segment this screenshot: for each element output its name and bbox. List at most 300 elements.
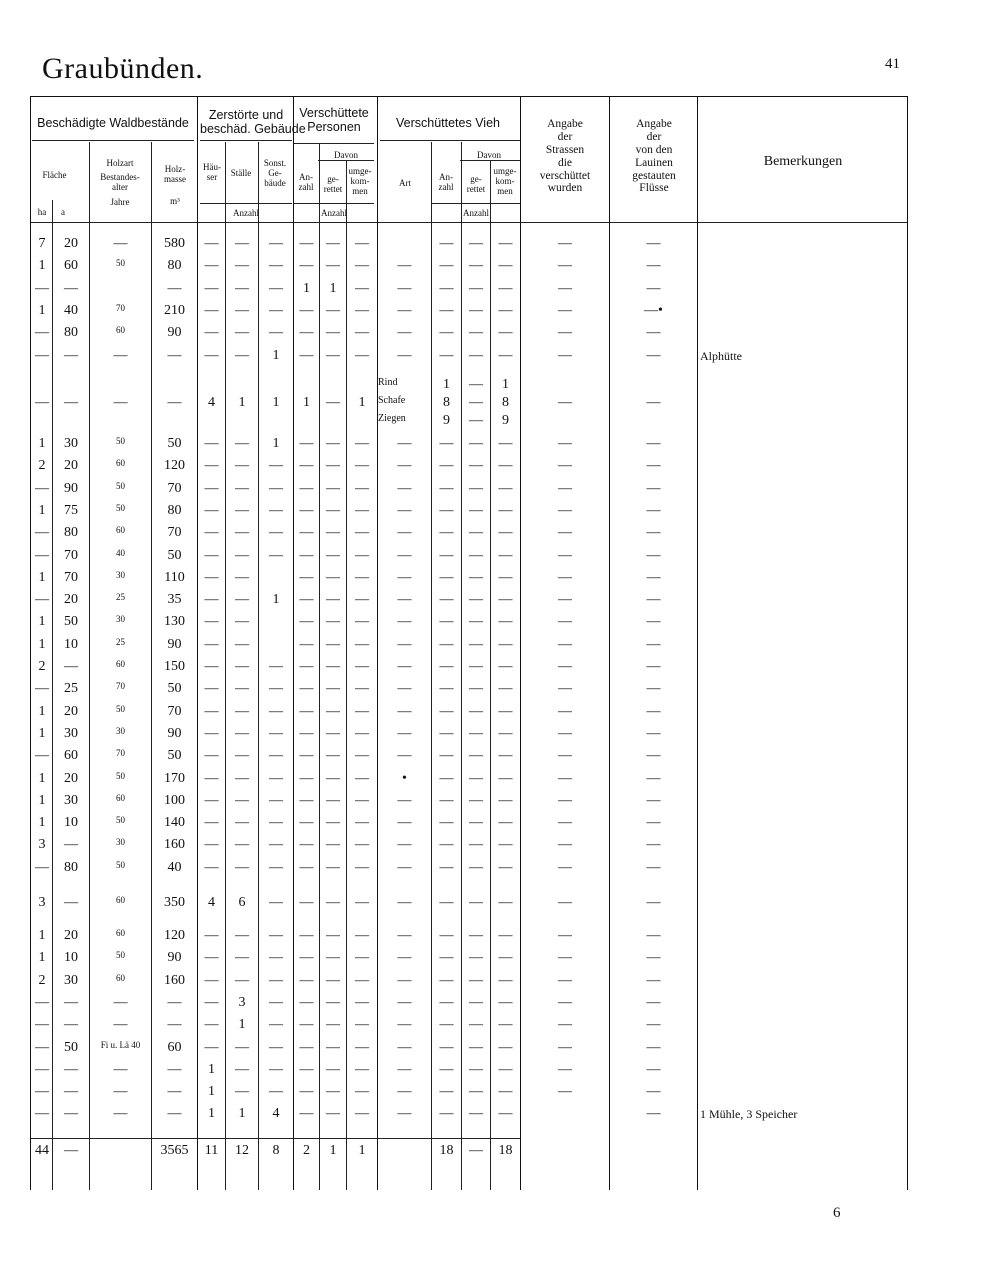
table-cell: — xyxy=(204,458,219,474)
page-title: Graubünden. xyxy=(42,52,204,85)
table-cell: — xyxy=(326,525,340,541)
table-cell: — xyxy=(326,592,340,608)
table-cell: — xyxy=(498,950,513,966)
table-cell: — xyxy=(397,1039,412,1055)
table-cell: — xyxy=(204,725,219,741)
table-cell: — xyxy=(558,395,572,410)
table-cell: — xyxy=(204,770,219,786)
table-cell: — xyxy=(269,950,283,966)
table-cell: — xyxy=(646,895,661,910)
header-art: Art xyxy=(399,178,411,188)
table-cell: — xyxy=(439,895,454,910)
rule-pers-sub xyxy=(294,143,374,144)
table-cell: — xyxy=(439,837,454,853)
table-cell: — xyxy=(326,837,340,853)
livestock-cell: Ziegen xyxy=(378,413,406,424)
table-cell: — xyxy=(439,614,454,630)
table-cell: 1 xyxy=(38,950,46,966)
table-cell: — xyxy=(355,725,369,741)
table-cell: — xyxy=(235,815,249,831)
table-cell: — xyxy=(558,815,572,831)
table-cell: — xyxy=(439,547,454,563)
table-cell: — xyxy=(235,636,249,652)
table-cell: — xyxy=(167,1106,182,1122)
table-cell: — xyxy=(469,592,483,608)
table-cell: — xyxy=(558,1017,572,1033)
table-cell: — xyxy=(498,681,513,697)
header-staelle: Ställe xyxy=(230,168,252,178)
table-cell: — xyxy=(326,569,340,585)
table-cell: — xyxy=(646,725,661,741)
table-cell: 20 xyxy=(64,458,78,474)
table-cell: — xyxy=(397,569,412,585)
table-cell: — xyxy=(498,569,513,585)
table-cell: — xyxy=(498,837,513,853)
table-cell: — xyxy=(235,258,249,274)
table-cell: — xyxy=(269,837,283,853)
table-cell: — xyxy=(498,436,513,451)
livestock-cell: 9 xyxy=(443,413,450,428)
table-cell: • xyxy=(402,770,407,786)
table-cell: — xyxy=(326,725,340,741)
table-cell: — xyxy=(355,837,369,853)
table-cell: — xyxy=(235,236,249,251)
table-cell: 90 xyxy=(167,325,182,341)
table-cell: — xyxy=(269,725,283,741)
table-cell: — xyxy=(299,703,314,719)
table-cell: — xyxy=(299,748,314,764)
table-cell: — xyxy=(35,1017,49,1033)
table-cell: — xyxy=(326,614,340,630)
table-cell: — xyxy=(35,395,49,410)
table-cell: — xyxy=(646,994,661,1010)
header-holzmasse: Holz- masse xyxy=(164,164,186,185)
table-cell: — xyxy=(558,1039,572,1055)
table-cell: — xyxy=(64,1084,78,1100)
table-cell: 7 xyxy=(38,236,46,251)
table-cell: — xyxy=(204,302,219,318)
header-anzahl3: Anzahl xyxy=(463,208,489,218)
table-cell: 60 xyxy=(116,458,125,469)
table-cell: — xyxy=(269,748,283,764)
table-cell: — xyxy=(397,436,412,451)
table-cell: 90 xyxy=(64,480,78,496)
table-cell: — xyxy=(204,1017,219,1033)
table-cell: — xyxy=(269,1039,283,1055)
table-cell: — xyxy=(469,236,483,251)
table-cell: — xyxy=(204,994,219,1010)
table-cell: — xyxy=(439,236,454,251)
table-cell: — xyxy=(35,681,49,697)
table-cell: — xyxy=(558,1084,572,1100)
table-cell: — xyxy=(235,703,249,719)
table-cell: — xyxy=(498,972,513,988)
table-cell: — xyxy=(355,636,369,652)
table-cell: — xyxy=(469,815,483,831)
table-cell: — xyxy=(646,236,661,251)
table-cell: — xyxy=(167,280,182,296)
header-v-umgekommen: umge- kom- men xyxy=(493,166,517,197)
table-cell: 1 xyxy=(303,280,310,296)
table-cell: 160 xyxy=(164,837,185,853)
table-cell: — xyxy=(498,325,513,341)
table-cell: 1 xyxy=(38,636,46,652)
table-cell: — xyxy=(558,928,572,943)
table-cell: — xyxy=(397,1061,412,1077)
table-cell: 50 xyxy=(116,703,125,714)
table-cell: — xyxy=(498,480,513,496)
table-cell: — xyxy=(326,636,340,652)
table-cell: — xyxy=(299,436,314,451)
table-cell: — xyxy=(498,236,513,251)
table-cell: — xyxy=(326,1039,340,1055)
table-cell: 4 xyxy=(272,1106,280,1122)
table-cell: 35 xyxy=(167,592,182,608)
table-cell: — xyxy=(235,614,249,630)
table-cell: — xyxy=(204,815,219,831)
table-cell: — xyxy=(299,1039,314,1055)
table-cell: — xyxy=(646,770,661,786)
table-cell: 20 xyxy=(64,703,78,719)
table-cell: — xyxy=(204,236,219,251)
table-cell: — xyxy=(439,1106,454,1122)
table-cell: — xyxy=(64,1017,78,1033)
table-cell: — xyxy=(469,659,483,674)
table-cell: — xyxy=(204,480,219,496)
table-cell: — xyxy=(235,569,249,585)
table-cell: — xyxy=(646,258,661,274)
table-cell: — xyxy=(167,1017,182,1033)
table-cell: — xyxy=(235,1061,249,1077)
table-cell: — xyxy=(439,681,454,697)
table-cell: — xyxy=(469,703,483,719)
table-cell: 50 xyxy=(116,502,125,513)
table-cell: 50 xyxy=(116,950,125,961)
table-cell: — xyxy=(355,895,369,910)
table-cell: — xyxy=(558,950,572,966)
table-cell: — xyxy=(397,547,412,563)
table-cell: — xyxy=(235,972,249,988)
table-cell: — xyxy=(469,280,483,296)
table-cell: — xyxy=(299,614,314,630)
table-cell: — xyxy=(469,614,483,630)
table-cell: — xyxy=(269,1084,283,1100)
table-cell: — xyxy=(439,280,454,296)
table-cell: — xyxy=(326,395,340,410)
table-cell: — xyxy=(326,770,340,786)
table-cell: 44 xyxy=(35,1143,49,1158)
rule-wald-sub xyxy=(32,140,194,141)
table-cell: — xyxy=(299,895,314,910)
header-fluesse: Angabe der von den Lauinen gestauten Flüsse xyxy=(632,118,676,195)
table-cell: — xyxy=(498,280,513,296)
table-cell: — xyxy=(326,1106,340,1122)
table-cell: — xyxy=(355,659,369,674)
table-cell: — xyxy=(439,347,454,363)
table-cell: — xyxy=(439,725,454,741)
table-cell: 1 xyxy=(38,725,46,741)
table-cell: — xyxy=(326,325,340,341)
table-cell: — xyxy=(355,770,369,786)
table-cell: — xyxy=(469,502,483,518)
table-cell: 160 xyxy=(164,972,185,988)
border-left xyxy=(30,96,31,1190)
table-cell: 580 xyxy=(164,236,185,251)
table-cell: — xyxy=(646,347,661,363)
table-cell: — xyxy=(498,1084,513,1100)
table-cell: — xyxy=(397,258,412,274)
table-cell: — xyxy=(397,748,412,764)
livestock-cell: — xyxy=(469,395,483,410)
header-haeuser: Häu- ser xyxy=(203,162,221,183)
table-cell: — xyxy=(439,525,454,541)
table-cell: — xyxy=(355,950,369,966)
table-cell: — xyxy=(204,280,219,296)
table-cell: — xyxy=(269,302,283,318)
table-cell: — xyxy=(558,859,572,875)
table-cell: — xyxy=(469,748,483,764)
table-cell: 60 xyxy=(64,258,78,274)
rule-total xyxy=(30,1138,520,1139)
table-cell: 90 xyxy=(167,636,182,652)
table-cell: — xyxy=(397,859,412,875)
table-cell: — xyxy=(355,748,369,764)
table-cell: — xyxy=(35,525,49,541)
table-cell: — xyxy=(646,748,661,764)
table-cell: — xyxy=(397,1017,412,1033)
table-cell: — xyxy=(469,950,483,966)
table-cell: — xyxy=(498,258,513,274)
table-cell: — xyxy=(326,458,340,474)
table-cell: — xyxy=(269,659,283,674)
table-cell: — xyxy=(498,1039,513,1055)
table-cell: — xyxy=(204,592,219,608)
table-cell: — xyxy=(235,928,249,943)
table-cell: 50 xyxy=(167,681,182,697)
table-cell: — xyxy=(355,815,369,831)
table-cell: — xyxy=(326,950,340,966)
table-cell: — xyxy=(204,703,219,719)
table-cell: — xyxy=(355,1039,369,1055)
table-cell: — xyxy=(326,347,340,363)
table-cell: — xyxy=(269,258,283,274)
table-cell: — xyxy=(235,792,249,808)
table-cell: 25 xyxy=(116,636,125,647)
table-cell: — xyxy=(469,347,483,363)
table-cell: — xyxy=(204,258,219,274)
table-cell: — xyxy=(299,636,314,652)
table-cell: 60 xyxy=(116,792,125,803)
table-cell: — xyxy=(299,770,314,786)
table-cell: — xyxy=(326,928,340,943)
table-cell: — xyxy=(355,859,369,875)
table-cell: — xyxy=(439,972,454,988)
table-cell: — xyxy=(558,547,572,563)
table-cell: — xyxy=(469,725,483,741)
table-cell: 3 xyxy=(38,895,46,910)
table-cell: — xyxy=(35,859,49,875)
table-cell: — xyxy=(299,928,314,943)
table-cell: 1 xyxy=(38,258,46,274)
table-cell: 70 xyxy=(167,703,182,719)
table-cell: — xyxy=(269,994,283,1010)
table-cell: — xyxy=(326,236,340,251)
table-cell: — xyxy=(469,895,483,910)
table-cell: — xyxy=(355,236,369,251)
table-cell: — xyxy=(64,280,78,296)
table-cell: — xyxy=(439,302,454,318)
table-cell: — xyxy=(269,859,283,875)
table-cell: — xyxy=(167,395,182,410)
table-cell: — xyxy=(558,636,572,652)
table-cell: — xyxy=(299,569,314,585)
table-cell: — xyxy=(204,325,219,341)
table-cell: — xyxy=(469,636,483,652)
table-cell: — xyxy=(646,592,661,608)
table-cell: 8 xyxy=(272,1143,280,1158)
table-cell: — xyxy=(64,994,78,1010)
table-cell: — xyxy=(397,347,412,363)
table-cell: — xyxy=(204,636,219,652)
table-cell: — xyxy=(269,525,283,541)
table-cell: — xyxy=(326,994,340,1010)
table-cell: 60 xyxy=(116,325,125,336)
table-cell: — xyxy=(235,1084,249,1100)
table-cell: — xyxy=(167,1061,182,1077)
table-cell: — xyxy=(558,681,572,697)
table-cell: — xyxy=(299,347,314,363)
table-cell: — xyxy=(355,480,369,496)
header-wald: Beschädigte Waldbestände xyxy=(37,116,189,130)
table-cell: — xyxy=(299,1106,314,1122)
table-cell: 50 xyxy=(64,1039,78,1055)
table-cell: — xyxy=(558,792,572,808)
table-cell: — xyxy=(355,928,369,943)
table-cell: 90 xyxy=(167,725,182,741)
table-cell: 1 xyxy=(38,770,46,786)
table-cell: — xyxy=(558,703,572,719)
table-cell: — xyxy=(397,525,412,541)
table-cell: — xyxy=(204,525,219,541)
table-cell: — xyxy=(498,815,513,831)
table-cell: — xyxy=(646,1084,661,1100)
table-cell: — xyxy=(646,859,661,875)
table-cell: 6 xyxy=(238,895,246,910)
table-cell: — xyxy=(558,972,572,988)
table-cell: 50 xyxy=(116,770,125,781)
table-cell: — xyxy=(299,302,314,318)
table-cell: 130 xyxy=(164,614,185,630)
table-cell: — xyxy=(299,1017,314,1033)
table-cell: — xyxy=(269,480,283,496)
table-cell: — xyxy=(439,258,454,274)
table-cell: — xyxy=(269,928,283,943)
table-cell: — xyxy=(397,972,412,988)
table-cell: — xyxy=(646,614,661,630)
table-cell: — xyxy=(469,547,483,563)
table-cell: — xyxy=(469,480,483,496)
table-cell: — xyxy=(558,614,572,630)
table-cell: — xyxy=(167,347,182,363)
table-cell: — xyxy=(235,480,249,496)
table-cell: 170 xyxy=(164,770,185,786)
table-cell: 1 xyxy=(38,614,46,630)
table-cell: 60 xyxy=(116,895,125,905)
table-cell: — xyxy=(235,436,249,451)
table-cell: 1 xyxy=(38,569,46,585)
table-cell: — xyxy=(355,458,369,474)
table-cell: 1 xyxy=(38,928,46,943)
table-cell: — xyxy=(498,859,513,875)
table-cell: 30 xyxy=(64,792,78,808)
table-cell: Fi u. Lä 40 xyxy=(100,1039,141,1050)
rule-geb-anzahl xyxy=(200,203,292,204)
table-cell: — xyxy=(498,458,513,474)
table-cell: 1 xyxy=(38,302,46,318)
table-cell: 140 xyxy=(164,815,185,831)
table-cell: 70 xyxy=(64,547,78,563)
table-cell: 1 xyxy=(272,395,280,410)
table-cell: 1 xyxy=(358,395,366,410)
table-cell: — xyxy=(113,1017,128,1033)
table-cell: 1 xyxy=(238,1106,246,1122)
table-cell: — xyxy=(439,703,454,719)
table-cell: 4 xyxy=(208,895,215,910)
table-cell: — xyxy=(299,592,314,608)
table-cell: 1 xyxy=(208,1106,215,1122)
table-cell: 80 xyxy=(64,525,78,541)
table-cell: — xyxy=(646,325,661,341)
table-cell: — xyxy=(558,659,572,674)
table-cell: — xyxy=(355,525,369,541)
table-cell: — xyxy=(397,592,412,608)
table-cell: — xyxy=(439,950,454,966)
table-cell: — xyxy=(469,681,483,697)
table-cell: 20 xyxy=(64,236,78,251)
table-cell: — xyxy=(469,525,483,541)
header-jahre: Jahre xyxy=(110,197,130,207)
table-cell: Alphütte xyxy=(700,348,742,363)
table-cell: 350 xyxy=(164,895,185,910)
livestock-cell: — xyxy=(469,413,483,428)
table-cell: 75 xyxy=(64,502,78,518)
livestock-cell: Schafe xyxy=(378,395,406,406)
table-cell: — xyxy=(326,859,340,875)
table-cell: — xyxy=(397,1106,412,1122)
table-cell: 50 xyxy=(167,748,182,764)
table-cell: 12 xyxy=(235,1143,249,1158)
table-cell: — xyxy=(326,895,340,910)
table-cell: — xyxy=(269,792,283,808)
table-cell: — xyxy=(35,280,49,296)
table-cell: — xyxy=(558,569,572,585)
table-cell: — xyxy=(299,480,314,496)
table-cell: — xyxy=(204,748,219,764)
table-cell: — xyxy=(204,972,219,988)
table-cell: — xyxy=(646,569,661,585)
table-cell: — xyxy=(558,770,572,786)
table-cell: 50 xyxy=(116,859,125,870)
rule-vieh-anzahl xyxy=(432,203,520,204)
table-cell: — xyxy=(64,347,78,363)
table-cell: — xyxy=(558,994,572,1010)
table-cell: — xyxy=(558,436,572,451)
table-cell: — xyxy=(326,659,340,674)
table-cell: — xyxy=(204,502,219,518)
table-cell: — xyxy=(397,659,412,674)
table-cell: — xyxy=(355,502,369,518)
table-cell: — xyxy=(355,547,369,563)
